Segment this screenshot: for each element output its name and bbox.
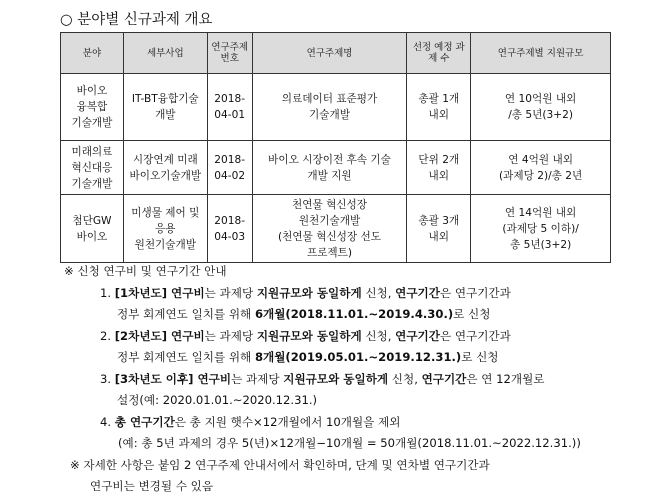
footer-note: ※ 자세한 사항은 붙임 2 연구주제 안내서에서 확인하며, 단계 및 연차별 연구기간과 bbox=[70, 457, 490, 472]
cell-topic: 바이오 시장이전 후속 기술 개발 지원 bbox=[252, 141, 407, 195]
table-header-row bbox=[61, 33, 611, 74]
cell-code: 2018- 04-02 bbox=[207, 141, 252, 195]
cell-topic: 천연물 혁신성장 원천기술개발 (천연물 혁신성장 선도 프로젝트) bbox=[252, 195, 407, 263]
header-program: 세부사업 bbox=[123, 33, 207, 74]
note-item-2: 2. [2차년도] 연구비는 과제당 지원규모와 동일하게 신청, 연구기간은 연구기간과 bbox=[100, 328, 511, 343]
notes-title: ※ 신청 연구비 및 연구기간 안내 bbox=[64, 264, 227, 278]
table-row bbox=[61, 141, 611, 195]
cell-count: 총괄 1개 내외 bbox=[407, 74, 471, 141]
footer-note-cont: 연구비는 변경될 수 있음 bbox=[90, 479, 214, 493]
note-item-3: 3. [3차년도 이후] 연구비는 과제당 지원규모와 동일하게 신청, 연구기간은 연 12개월로 bbox=[100, 371, 545, 386]
header-code: 연구주제 번호 bbox=[207, 33, 252, 74]
cell-budget: 연 4억원 내외 (과제당 2)/총 2년 bbox=[471, 141, 611, 195]
cell-code: 2018- 04-01 bbox=[207, 74, 252, 141]
cell-topic: 의료데이터 표준평가 기술개발 bbox=[252, 74, 407, 141]
cell-budget: 연 10억원 내외 /총 5년(3+2) bbox=[471, 74, 611, 141]
header-budget: 연구주제별 지원규모 bbox=[471, 33, 611, 74]
note-item-4: 4. 총 연구기간은 총 지원 햇수×12개월에서 10개월을 제외 bbox=[100, 414, 401, 429]
cell-program: IT-BT융합기술 개발 bbox=[123, 74, 207, 141]
header-field: 분야 bbox=[61, 33, 124, 74]
note-item-1: 1. [1차년도] 연구비는 과제당 지원규모와 동일하게 신청, 연구기간은 연구기간과 bbox=[100, 285, 511, 300]
header-topic: 연구주제명 bbox=[252, 33, 407, 74]
cell-program: 미생물 제어 및 응용 원천기술개발 bbox=[123, 195, 207, 263]
header-count: 선정 예정 과제 수 bbox=[407, 33, 471, 74]
note-item-4-example: (예: 총 5년 과제의 경우 5(년)×12개월−10개월 = 50개월(2018.11.01.∼2022.12.31.)) bbox=[118, 436, 581, 450]
note-item-1-cont: 정부 회계연도 일치를 위해 6개월(2018.11.01.∼2019.4.30.)로 신청 bbox=[117, 307, 491, 321]
note-item-3-cont: 설정(예: 2020.01.01.∼2020.12.31.) bbox=[117, 393, 318, 407]
overview-table bbox=[60, 32, 611, 263]
section-heading: ○ 분야별 신규과제 개요 bbox=[60, 12, 213, 28]
cell-budget: 연 14억원 내외 (과제당 5 이하)/ 총 5년(3+2) bbox=[471, 195, 611, 263]
cell-code: 2018- 04-03 bbox=[207, 195, 252, 263]
table-row bbox=[61, 195, 611, 263]
table-row bbox=[61, 74, 611, 141]
application-notes bbox=[60, 263, 650, 500]
cell-field: 바이오 융복합 기술개발 bbox=[61, 74, 124, 141]
cell-count: 총괄 3개 내외 bbox=[407, 195, 471, 263]
note-item-2-cont: 정부 회계연도 일치를 위해 8개월(2019.05.01.∼2019.12.31.)로 신청 bbox=[117, 350, 499, 364]
cell-count: 단위 2개 내외 bbox=[407, 141, 471, 195]
cell-field: 미래의료 혁신대응 기술개발 bbox=[61, 141, 124, 195]
cell-field: 첨단GW 바이오 bbox=[61, 195, 124, 263]
cell-program: 시장연계 미래 바이오기술개발 bbox=[123, 141, 207, 195]
